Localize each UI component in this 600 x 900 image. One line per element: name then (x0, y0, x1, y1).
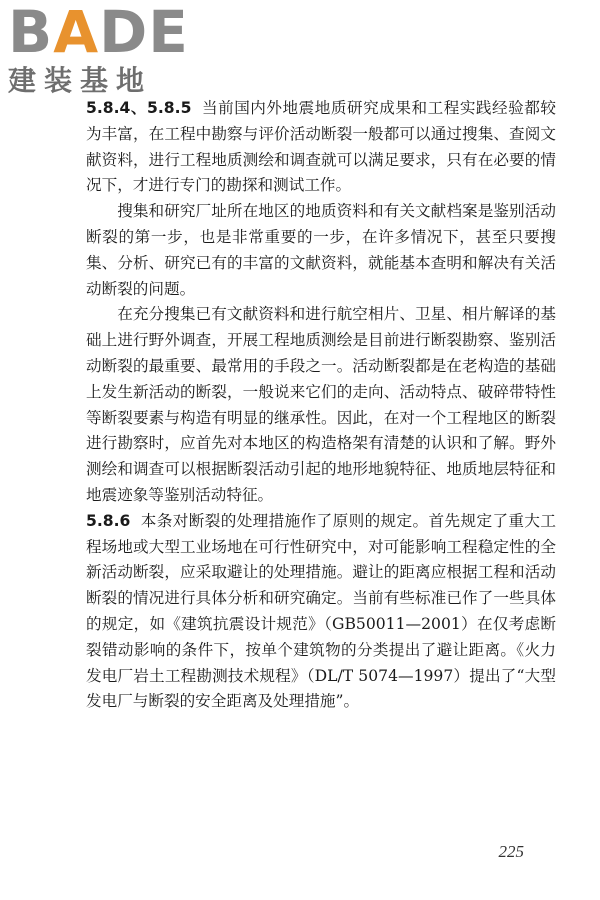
section-5-8-6 (86, 509, 556, 715)
page-body (86, 96, 556, 715)
page-number: 225 (498, 842, 524, 861)
section-number: 5.8.4、5.8.5 (86, 99, 192, 117)
brand-logo (8, 0, 189, 102)
paragraph-text: 本条对断裂的处理措施作了原则的规定。首先规定了重大工程场地或大型工业场地在可行性研究中，对可能影响工程稳定性的全新活动断裂，应采取避让的处理措施。避让的距离应根据工程和活动断裂的情况进行具体分析和研究确定。当前有些标准已作了一些具体的规定，如《建筑抗震设计规范》（GB50011—2001）在仅考虑断裂错动影响的条件下，按单个建筑物的分类提出了避让距离。《火力发电厂岩土工程勘测技术规程》（DL/T 5074—1997）提出了“大型发电厂与断裂的安全距离及处理措施”。 (86, 511, 556, 711)
logo-subtitle: 建装基地 (8, 64, 153, 97)
section-number: 5.8.6 (86, 511, 131, 530)
paragraph-collect-data (86, 199, 556, 302)
paragraph-text: 当前国内外地震地质研究成果和工程实践经验都较为丰富，在工程中勘察与评价活动断裂一般都可以通过搜集、查阅文献资料，进行工程地质测绘和调查就可以满足要求，只有在必要的情况下，才进行专门的勘探和测试工作。 (86, 99, 556, 195)
paragraph-text: 在充分搜集已有文献资料和进行航空相片、卫星、相片解译的基础上进行野外调查，开展工程地质测绘是目前进行断裂勘察、鉴别活动断裂的最重要、最常用的手段之一。活动断裂都是在老构造的基础上发生新活动的断裂，一般说来它们的走向、活动特点、破碎带特性等断裂要素与构造有明显的继承性。因此，在对一个工程地区的断裂进行勘察时，应首先对本地区的构造格架有清楚的认识和了解。野外测绘和调查可以根据断裂活动引起的地形地貌特征、地质地层特征和地震迹象等鉴别活动特征。 (86, 305, 556, 504)
logo-letter-b: B (8, 0, 54, 66)
paragraph-text: 搜集和研究厂址所在地区的地质资料和有关文献档案是鉴别活动断裂的第一步，也是非常重要的一步，在许多情况下，甚至只要搜集、分析、研究已有的丰富的文献资料，就能基本查明和解决有关活动断裂的问题。 (86, 202, 556, 298)
paragraph-field-survey (86, 302, 556, 508)
logo-letters-de: DE (99, 0, 189, 66)
logo-letter-a: A (53, 0, 100, 66)
logo-wordmark (8, 0, 189, 66)
section-5-8-4 (86, 96, 556, 199)
